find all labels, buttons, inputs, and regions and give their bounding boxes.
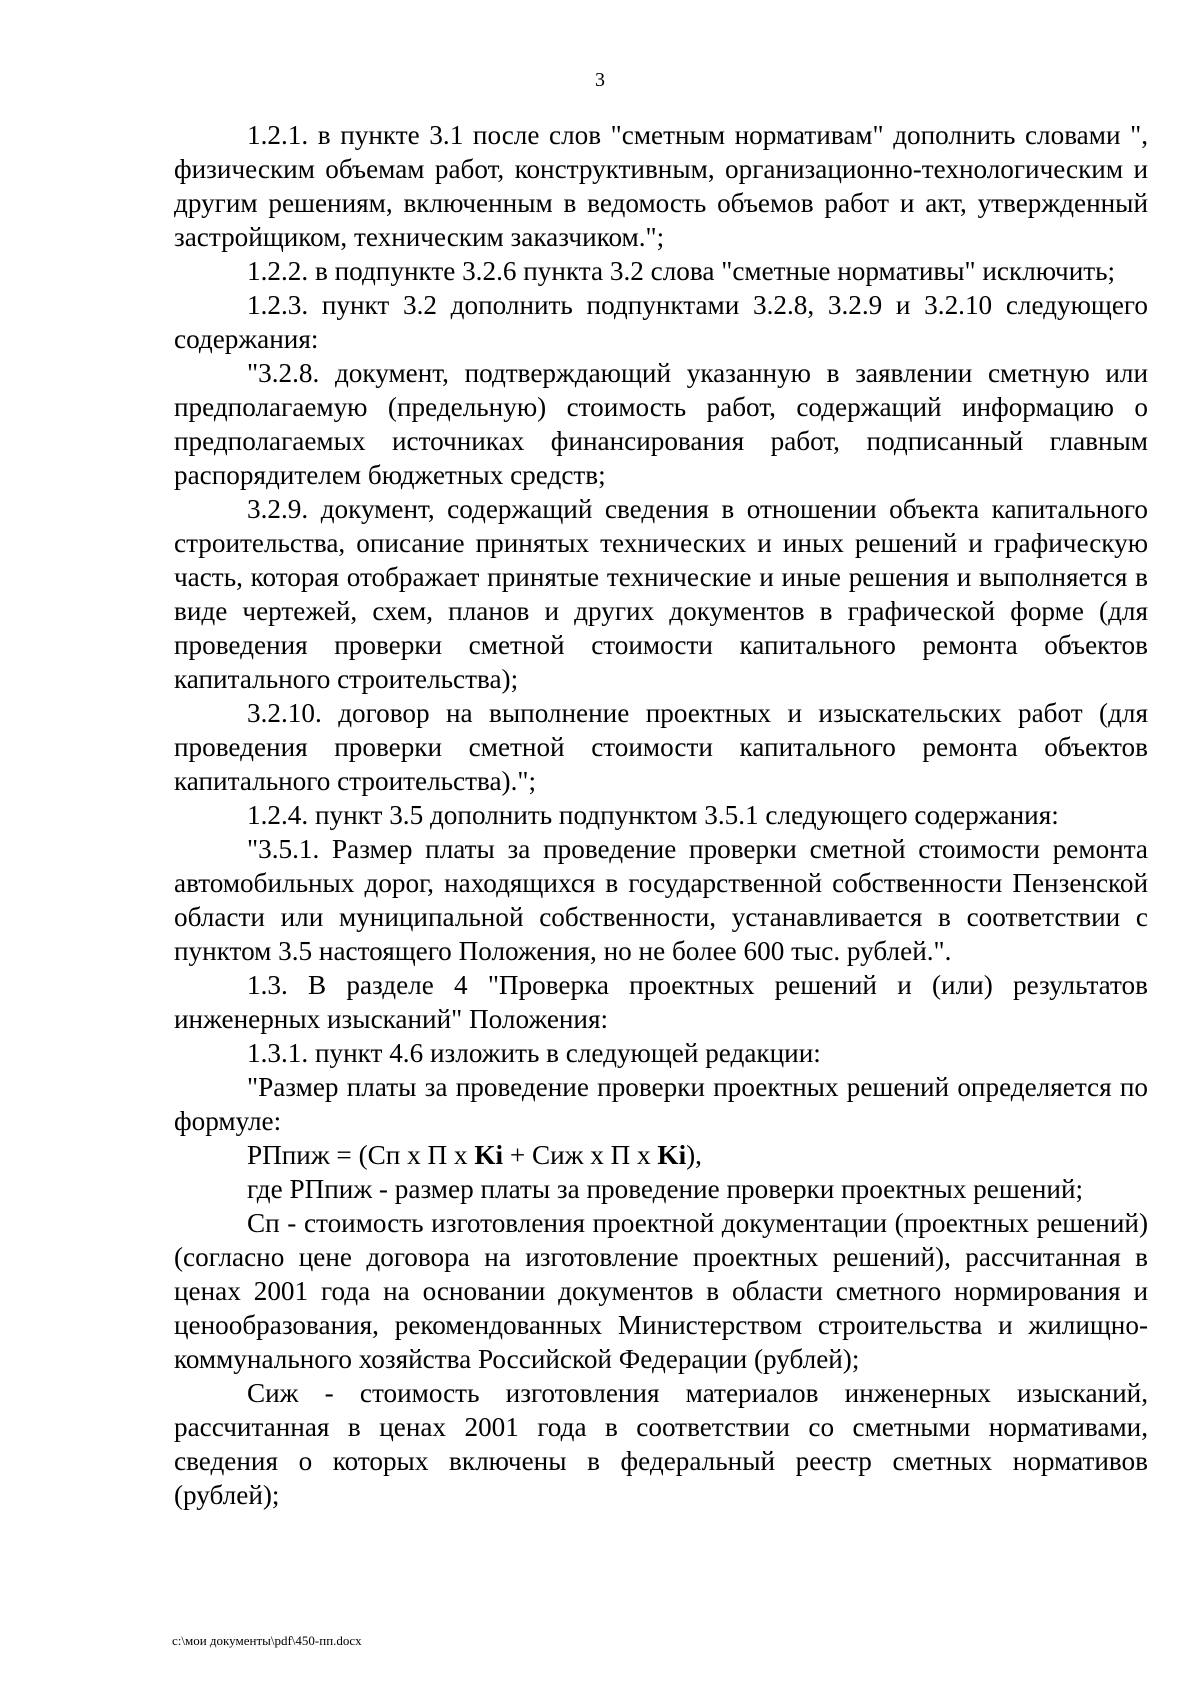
formula-ki-2: Ki bbox=[657, 1140, 687, 1170]
document-body bbox=[174, 118, 1148, 1512]
page-number: 3 bbox=[595, 69, 605, 91]
paragraph-1-2-2: 1.2.2. в подпункте 3.2.6 пункта 3.2 слова "сметные нормативы" исключить; bbox=[247, 256, 1116, 286]
paragraph-1-3-1: 1.3.1. пункт 4.6 изложить в следующей редакции: bbox=[247, 1038, 821, 1068]
paragraph-1-2-4: 1.2.4. пункт 3.5 дополнить подпунктом 3.5.1 следующего содержания: bbox=[247, 800, 1059, 830]
paragraph-3-5-1: "3.5.1. Размер платы за проведение проверки сметной стоимости ремонта автомобильных дорог, находящихся в государственной собственности Пензенской области или муниципальной собственности, устанавливается в соответствии с пунктом 3.5 настоящего Положения, но не более 600 тыс. рублей.". bbox=[174, 834, 1148, 966]
definition-sizh: Сиж - стоимость изготовления материалов инженерных изысканий, рассчитанная в ценах 2001 года в соответствии со сметными нормативами, сведения о которых включены в федеральный реестр сметных нормативов (рублей); bbox=[174, 1378, 1148, 1510]
paragraph-3-2-9: 3.2.9. документ, содержащий сведения в отношении объекта капитального строительства, описание принятых технических и иных решений и графическую часть, которая отображает принятые технические и иные решения и выполняется в виде чертежей, схем, планов и других документов в графической форме (для проведения проверки сметной стоимости капитального ремонта объектов капитального строительства); bbox=[174, 494, 1148, 694]
paragraph-3-2-10: 3.2.10. договор на выполнение проектных и изыскательских работ (для проведения проверки сметной стоимости капитального ремонта объектов капитального строительства)."; bbox=[174, 698, 1148, 796]
formula-part-3: ), bbox=[686, 1140, 702, 1170]
formula-part-2: + Сиж х П х bbox=[503, 1140, 658, 1170]
paragraph-3-2-8: "3.2.8. документ, подтверждающий указанную в заявлении сметную или предполагаемую (предельную) стоимость работ, содержащий информацию о предполагаемых источниках финансирования работ, подписанный главным распорядителем бюджетных средств; bbox=[174, 358, 1148, 490]
paragraph-1-2-3: 1.2.3. пункт 3.2 дополнить подпунктами 3.2.8, 3.2.9 и 3.2.10 следующего содержания: bbox=[174, 290, 1148, 354]
footer-file-path: c:\мои документы\pdf\450-пп.docx bbox=[172, 1633, 362, 1648]
paragraph-1-3: 1.3. В разделе 4 "Проверка проектных решений и (или) результатов инженерных изысканий" Положения: bbox=[174, 970, 1148, 1034]
definition-sp: Сп - стоимость изготовления проектной документации (проектных решений) (согласно цене договора на изготовление проектных решений), рассчитанная в ценах 2001 года на основании документов в области сметного нормирования и ценообразования, рекомендованных Министерством строительства и жилищно-коммунального хозяйства Российской Федерации (рублей); bbox=[174, 1208, 1148, 1374]
paragraph-1-2-1: 1.2.1. в пункте 3.1 после слов "сметным нормативам" дополнить словами ", физическим объемам работ, конструктивным, организационно-технологическим и другим решениям, включенным в ведомость объемов работ и акт, утвержденный застройщиком, техническим заказчиком."; bbox=[174, 120, 1148, 252]
formula-part-1: РПпиж = (Сп х П х bbox=[247, 1140, 475, 1170]
formula bbox=[174, 1138, 1148, 1172]
formula-ki-1: Ki bbox=[474, 1140, 504, 1170]
definition-rppizh: где РПпиж - размер платы за проведение проверки проектных решений; bbox=[247, 1174, 1084, 1204]
paragraph-formula-intro: "Размер платы за проведение проверки проектных решений определяется по формуле: bbox=[174, 1072, 1148, 1136]
